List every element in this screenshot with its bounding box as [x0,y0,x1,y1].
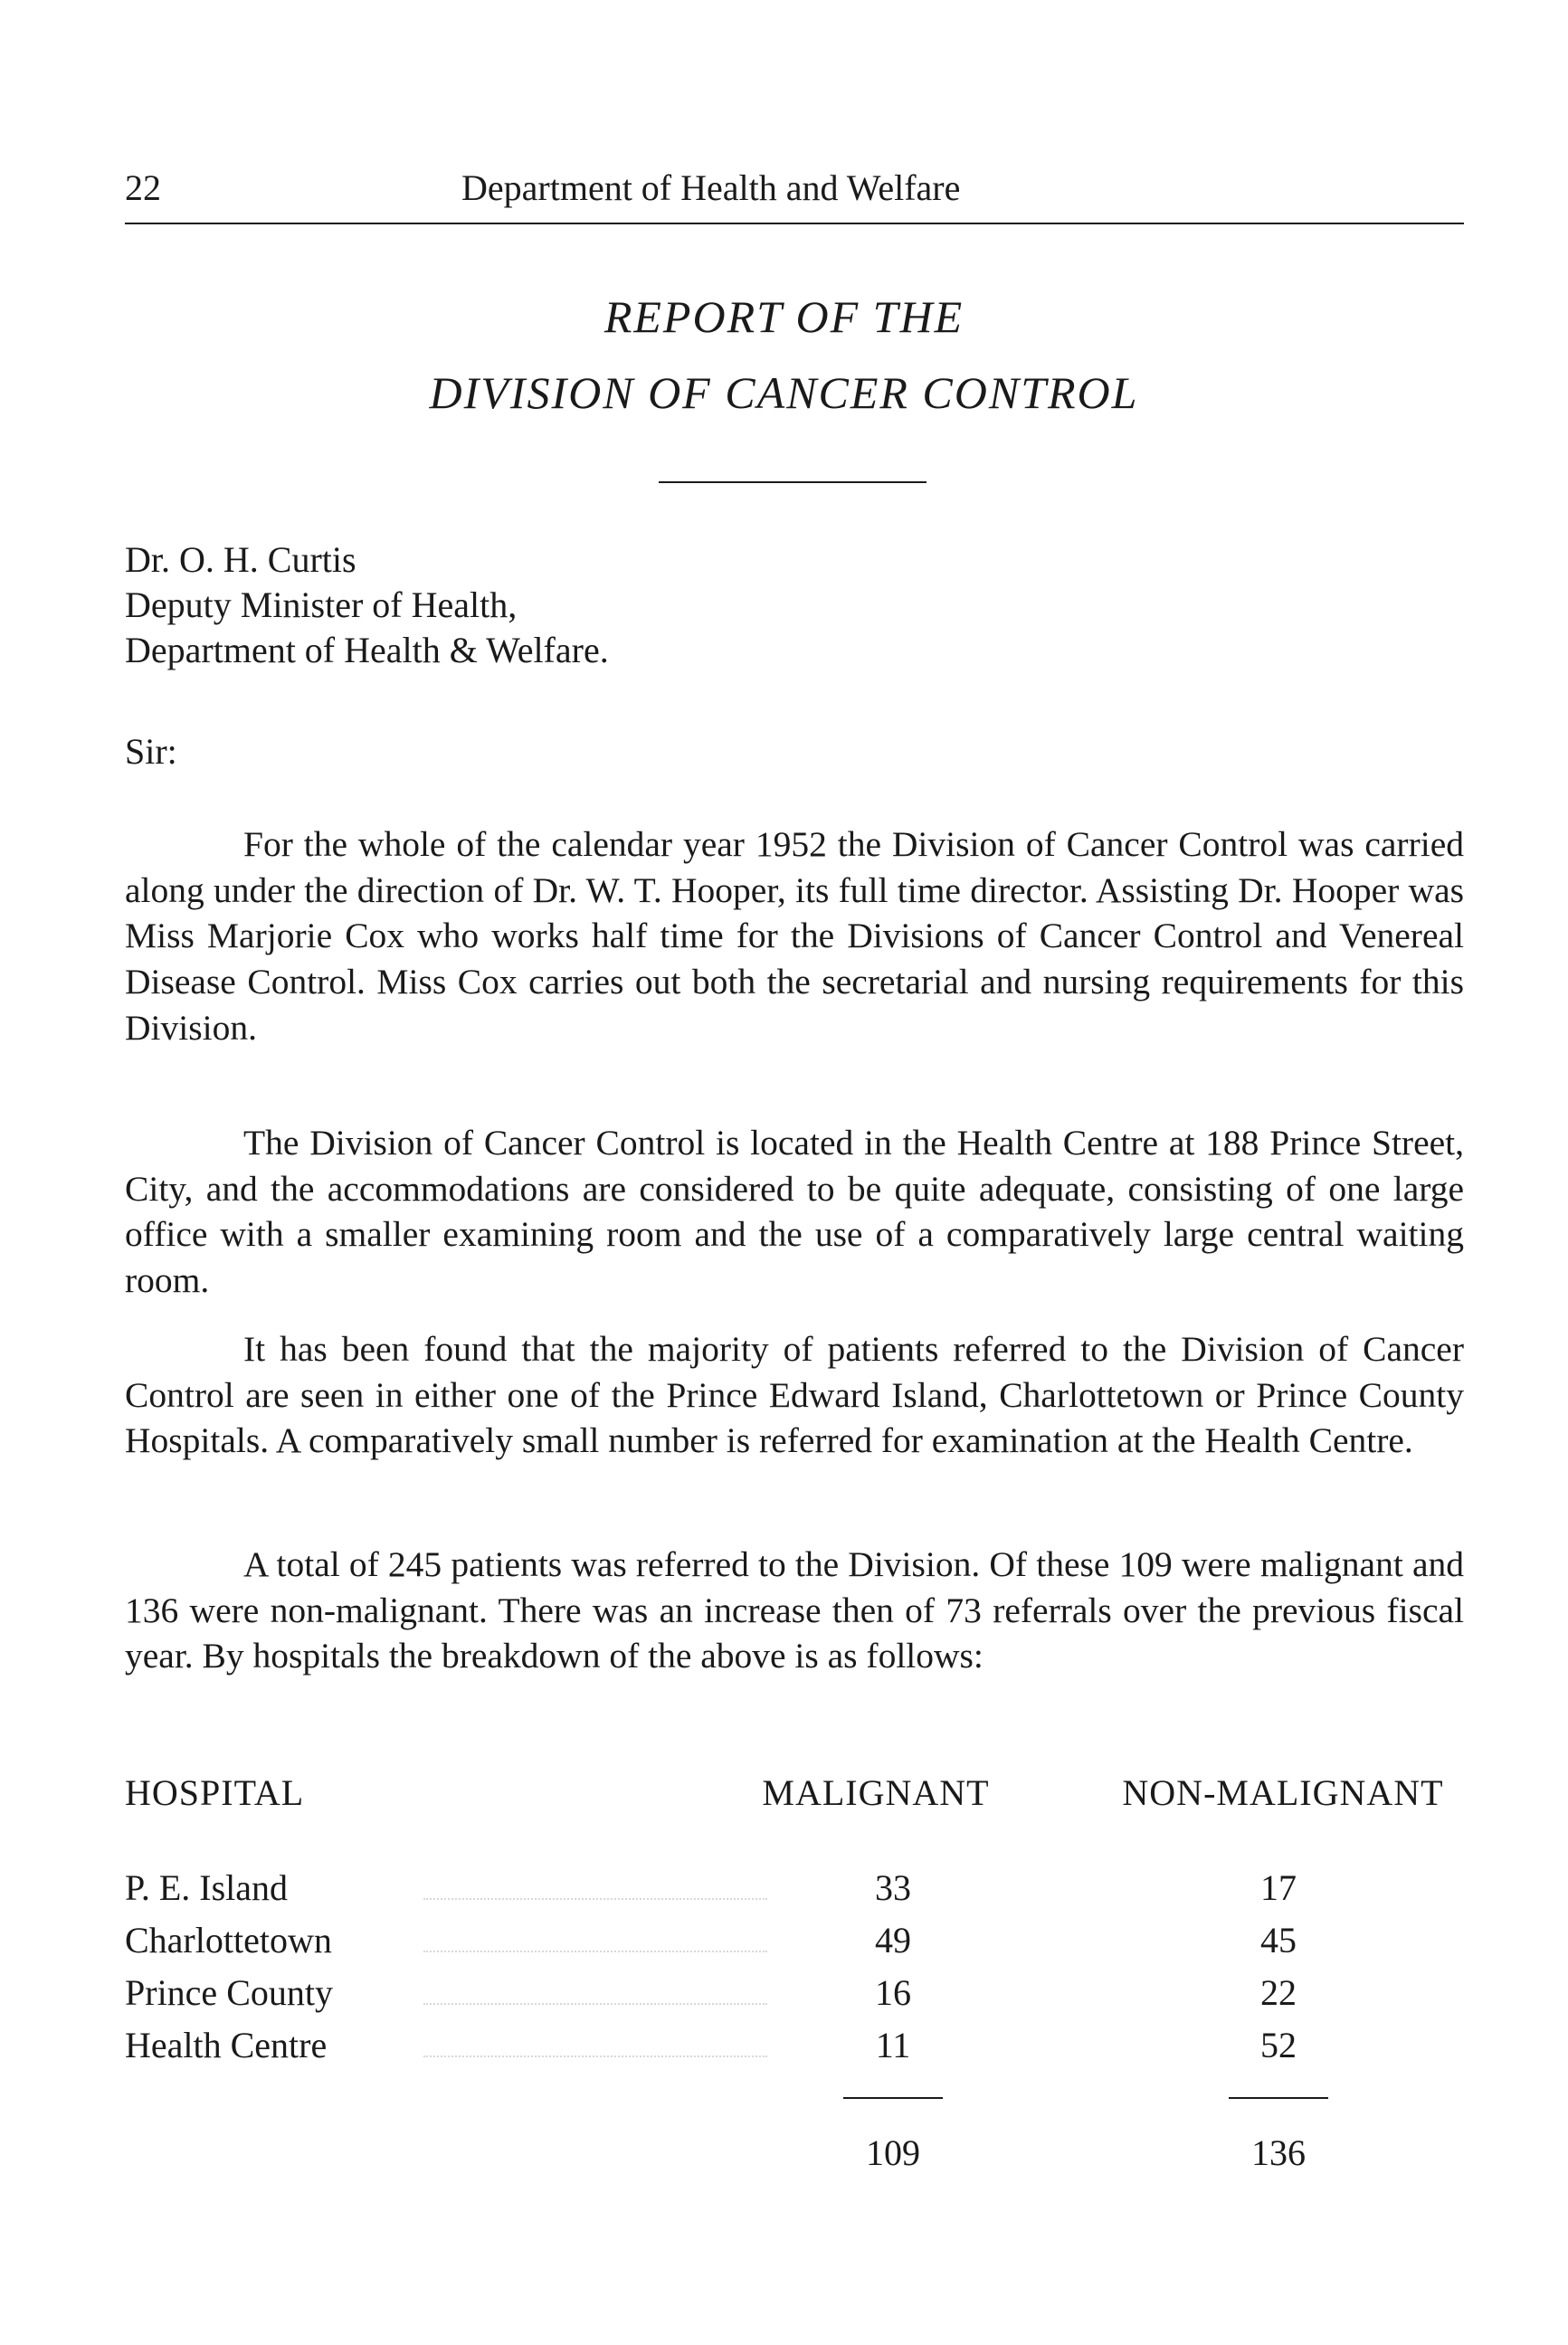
non-malignant-total-rule [1229,2097,1328,2099]
paragraph: The Division of Cancer Control is located in the Health Centre at 188 Prince Street, City, and the accommodations are considered to be quite adequate, consisting of one large office with a smaller examining room and the use of a comparatively large central waiting room. [125,1123,1464,1301]
header-non-malignant: NON-MALIGNANT [1122,1772,1444,1813]
header-title: Department of Health and Welfare [461,167,961,208]
non-malignant-count: 17 [1260,1867,1297,1908]
non-malignant-count: 45 [1260,1920,1297,1960]
address-line-2: Deputy Minister of Health, [125,584,518,625]
header-malignant: MALIGNANT [762,1772,990,1813]
paragraph: A total of 245 patients was referred to the Division. Of these 109 were malignant and 136 were non-malignant. There was an increase then of 73 referrals over the previous fiscal year. By hospitals the breakdown of the above is as follows: [125,1544,1464,1676]
hospital-name: Prince County [125,1972,333,2013]
dot-leader [423,1898,767,1900]
paragraph: For the whole of the calendar year 1952 the Division of Cancer Control was carried along under the direction of Dr. W. T. Hooper, its full time director. Assisting Dr. Hooper was Miss Marjorie Cox who works half time for the Divisions of Cancer Control and Venereal Disease Control. Miss Cox carries out both the secretarial and nursing requirements for this Division. [125,824,1464,1048]
non-malignant-count: 52 [1260,2025,1297,2065]
address-line-1: Dr. O. H. Curtis [125,539,356,580]
hospital-name: P. E. Island [125,1867,288,1908]
table-row [125,1914,1464,1967]
address-block [125,537,609,673]
totals-row [125,2126,1464,2180]
header-hospital: HOSPITAL [125,1772,305,1813]
malignant-total: 109 [866,2132,920,2173]
paragraph-2-block [125,1120,1464,1304]
non-malignant-count: 22 [1260,1972,1297,2013]
malignant-count: 49 [875,1920,911,1960]
header-rule [125,223,1464,224]
title-rule [659,481,927,483]
malignant-total-rule [843,2097,943,2099]
salutation: Sir: [125,731,177,772]
page-number: 22 [125,167,161,208]
report-title-line-1: REPORT OF THE [603,291,965,342]
table-row [125,1967,1464,2019]
report-title-line-2: DIVISION OF CANCER CONTROL [429,367,1139,418]
malignant-count: 16 [875,1972,911,2013]
table-row [125,1862,1464,1914]
hospital-name: Charlottetown [125,1920,332,1960]
dot-leader [423,2055,767,2057]
paragraph-4-block [125,1542,1464,1679]
paragraph: It has been found that the majority of patients referred to the Division of Cancer Control are seen in either one of the Prince Edward Island, Charlottetown or Prince County Hospitals. A comparatively small number is referred for examination at the Health Centre. [125,1329,1464,1461]
paragraph-1-block [125,821,1464,1051]
dot-leader [423,1951,767,1952]
address-line-3: Department of Health & Welfare. [125,630,609,670]
table-row [125,2019,1464,2072]
malignant-count: 33 [875,1867,911,1908]
paragraph-3-block [125,1326,1464,1464]
hospital-name: Health Centre [125,2025,328,2065]
non-malignant-total: 136 [1251,2132,1306,2173]
malignant-count: 11 [875,2025,911,2065]
dot-leader [423,2003,767,2005]
